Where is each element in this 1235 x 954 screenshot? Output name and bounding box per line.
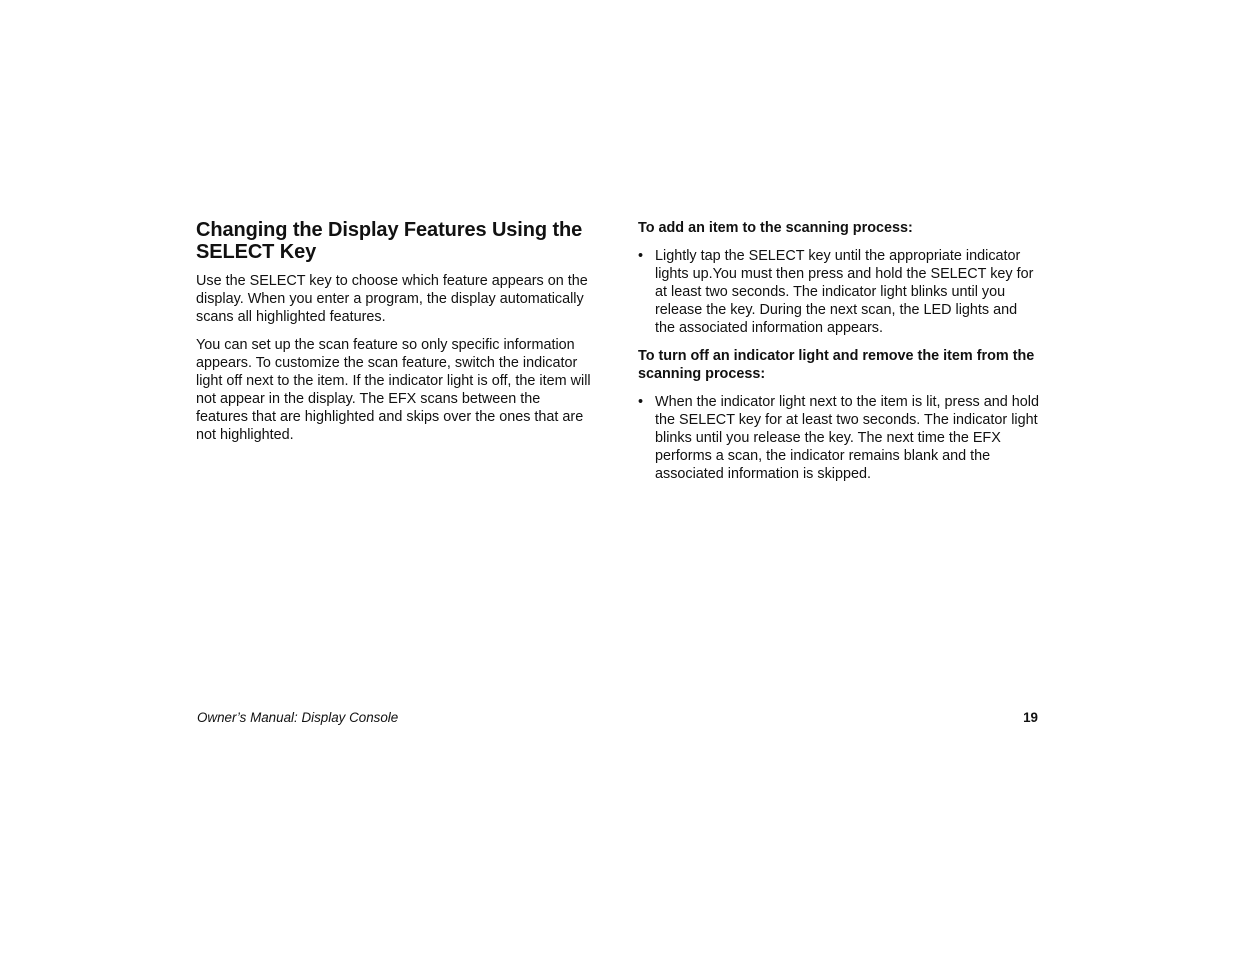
step-text: Lightly tap the SELECT key until the appropriate indicator lights up.You must then press and hold the SELECT key for at least two seconds. The indicator light blinks until you release the key. During the next scan, the LED lights and the associated information appears. <box>655 248 1034 336</box>
step-text: When the indicator light next to the item is lit, press and hold the SELECT key for at least two seconds. The indicator light blinks until you release the key. The next time the EFX performs a scan, the indicator remains blank and the associated information is skipped. <box>655 394 1039 482</box>
list-item <box>638 393 1040 483</box>
bullet-marker: • <box>638 394 644 410</box>
right-column <box>638 219 1040 493</box>
scan-setup-paragraph: You can set up the scan feature so only specific information appears. To customize the scan feature, switch the indicator light off next to the item. If the indicator light is off, the item will not appear in the display. The EFX scans between the features that are highlighted and skips over the ones that are not highlighted. <box>196 337 591 443</box>
remove-item-steps <box>638 393 1040 483</box>
footer-manual-title: Owner’s Manual: Display Console <box>197 710 399 725</box>
remove-item-heading: To turn off an indicator light and remove the item from the scanning process: <box>638 348 1035 382</box>
add-item-heading: To add an item to the scanning process: <box>638 220 913 236</box>
left-column <box>196 219 596 454</box>
intro-paragraph: Use the SELECT key to choose which feature appears on the display. When you enter a program, the display automatically scans all highlighted features. <box>196 273 588 325</box>
add-item-steps <box>638 247 1040 337</box>
section-title: Changing the Display Features Using the SELECT Key <box>196 219 583 263</box>
page-number: 19 <box>1023 710 1038 725</box>
bullet-marker: • <box>638 248 644 264</box>
list-item <box>638 247 1040 337</box>
